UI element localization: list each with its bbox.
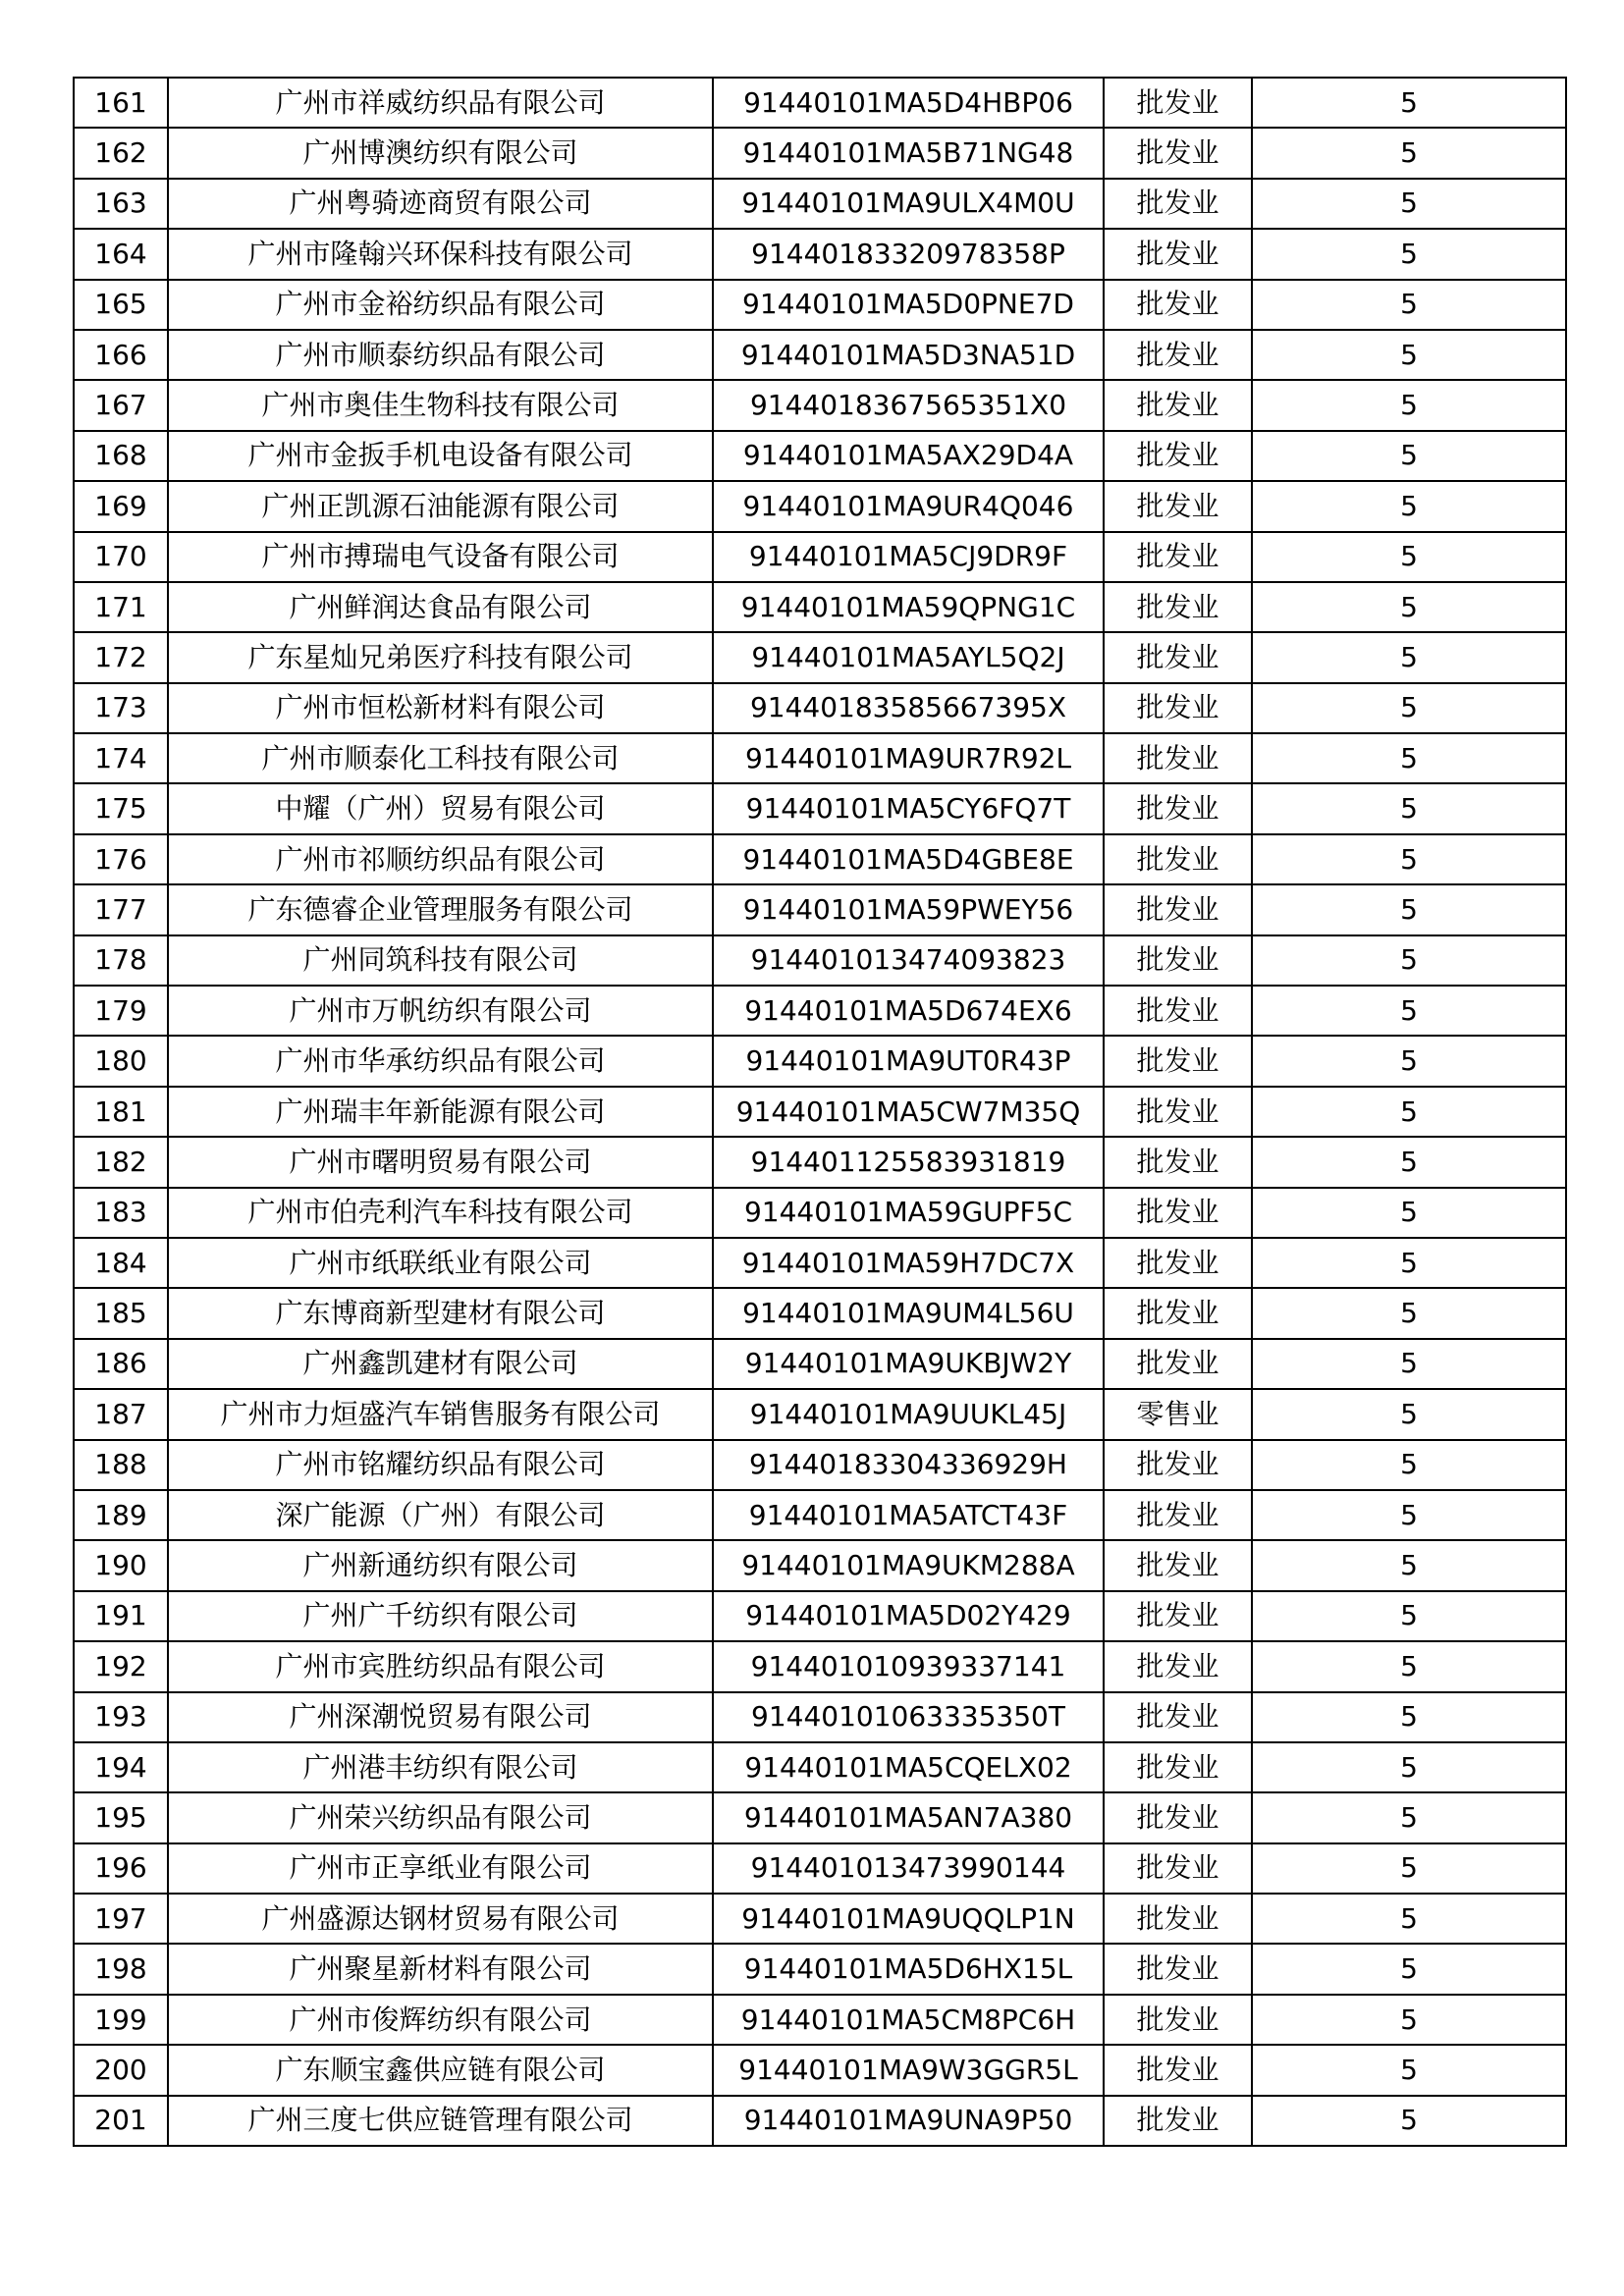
credit-code-cell: 91440101MA5CQELX02 bbox=[713, 1742, 1104, 1792]
credit-code-cell: 91440101MA59H7DC7X bbox=[713, 1238, 1104, 1288]
company-table bbox=[73, 77, 1567, 2147]
industry-cell: 批发业 bbox=[1104, 1440, 1252, 1490]
credit-code-cell: 91440101MA5D0PNE7D bbox=[713, 280, 1104, 330]
industry-cell: 批发业 bbox=[1104, 1995, 1252, 2045]
industry-cell: 批发业 bbox=[1104, 1288, 1252, 1338]
industry-cell: 批发业 bbox=[1104, 1540, 1252, 1590]
industry-cell: 批发业 bbox=[1104, 733, 1252, 783]
table-row bbox=[74, 935, 1566, 986]
industry-cell: 批发业 bbox=[1104, 532, 1252, 582]
table-row bbox=[74, 1742, 1566, 1792]
row-number-cell: 167 bbox=[74, 380, 168, 430]
score-cell: 5 bbox=[1252, 733, 1566, 783]
table-row bbox=[74, 834, 1566, 884]
score-cell: 5 bbox=[1252, 1288, 1566, 1338]
table-row bbox=[74, 1188, 1566, 1238]
company-name-cell: 广州市俊辉纺织有限公司 bbox=[168, 1995, 713, 2045]
credit-code-cell: 91440101MA5D02Y429 bbox=[713, 1591, 1104, 1641]
row-number-cell: 175 bbox=[74, 783, 168, 833]
row-number-cell: 189 bbox=[74, 1490, 168, 1540]
table-row bbox=[74, 380, 1566, 430]
credit-code-cell: 91440183304336929H bbox=[713, 1440, 1104, 1490]
industry-cell: 批发业 bbox=[1104, 834, 1252, 884]
table-row bbox=[74, 330, 1566, 380]
credit-code-cell: 91440101MA5AYL5Q2J bbox=[713, 632, 1104, 682]
industry-cell: 批发业 bbox=[1104, 1188, 1252, 1238]
score-cell: 5 bbox=[1252, 1490, 1566, 1540]
credit-code-cell: 91440101MA9UQQLP1N bbox=[713, 1894, 1104, 1944]
score-cell: 5 bbox=[1252, 1188, 1566, 1238]
row-number-cell: 169 bbox=[74, 481, 168, 531]
row-number-cell: 176 bbox=[74, 834, 168, 884]
row-number-cell: 180 bbox=[74, 1036, 168, 1086]
credit-code-cell: 91440101MA9ULX4M0U bbox=[713, 179, 1104, 229]
industry-cell: 批发业 bbox=[1104, 1843, 1252, 1894]
company-table-body bbox=[74, 78, 1566, 2146]
score-cell: 5 bbox=[1252, 380, 1566, 430]
score-cell: 5 bbox=[1252, 128, 1566, 178]
table-row bbox=[74, 1440, 1566, 1490]
row-number-cell: 194 bbox=[74, 1742, 168, 1792]
company-name-cell: 广州盛源达钢材贸易有限公司 bbox=[168, 1894, 713, 1944]
company-name-cell: 广州市奥佳生物科技有限公司 bbox=[168, 380, 713, 430]
table-row bbox=[74, 1490, 1566, 1540]
score-cell: 5 bbox=[1252, 935, 1566, 986]
score-cell: 5 bbox=[1252, 1742, 1566, 1792]
industry-cell: 批发业 bbox=[1104, 280, 1252, 330]
industry-cell: 批发业 bbox=[1104, 330, 1252, 380]
table-row bbox=[74, 884, 1566, 934]
score-cell: 5 bbox=[1252, 1894, 1566, 1944]
industry-cell: 批发业 bbox=[1104, 2045, 1252, 2095]
row-number-cell: 192 bbox=[74, 1641, 168, 1691]
table-row bbox=[74, 128, 1566, 178]
row-number-cell: 161 bbox=[74, 78, 168, 128]
row-number-cell: 177 bbox=[74, 884, 168, 934]
row-number-cell: 162 bbox=[74, 128, 168, 178]
industry-cell: 批发业 bbox=[1104, 128, 1252, 178]
score-cell: 5 bbox=[1252, 431, 1566, 481]
score-cell: 5 bbox=[1252, 1944, 1566, 1994]
row-number-cell: 198 bbox=[74, 1944, 168, 1994]
credit-code-cell: 91440101MA9UNA9P50 bbox=[713, 2096, 1104, 2146]
score-cell: 5 bbox=[1252, 1036, 1566, 1086]
company-name-cell: 广州瑞丰年新能源有限公司 bbox=[168, 1087, 713, 1137]
company-name-cell: 广州市祁顺纺织品有限公司 bbox=[168, 834, 713, 884]
row-number-cell: 183 bbox=[74, 1188, 168, 1238]
score-cell: 5 bbox=[1252, 1137, 1566, 1187]
score-cell: 5 bbox=[1252, 280, 1566, 330]
credit-code-cell: 91440101MA9UKM288A bbox=[713, 1540, 1104, 1590]
company-name-cell: 广州市恒松新材料有限公司 bbox=[168, 683, 713, 733]
table-row bbox=[74, 1087, 1566, 1137]
company-name-cell: 广州荣兴纺织品有限公司 bbox=[168, 1792, 713, 1842]
table-row bbox=[74, 2096, 1566, 2146]
company-name-cell: 广州市华承纺织品有限公司 bbox=[168, 1036, 713, 1086]
credit-code-cell: 91440101MA9UR4Q046 bbox=[713, 481, 1104, 531]
industry-cell: 批发业 bbox=[1104, 380, 1252, 430]
table-row bbox=[74, 179, 1566, 229]
row-number-cell: 166 bbox=[74, 330, 168, 380]
company-name-cell: 广州市伯壳利汽车科技有限公司 bbox=[168, 1188, 713, 1238]
credit-code-cell: 9144018367565351X0 bbox=[713, 380, 1104, 430]
score-cell: 5 bbox=[1252, 1792, 1566, 1842]
industry-cell: 批发业 bbox=[1104, 1692, 1252, 1742]
company-name-cell: 广东星灿兄弟医疗科技有限公司 bbox=[168, 632, 713, 682]
industry-cell: 批发业 bbox=[1104, 481, 1252, 531]
industry-cell: 批发业 bbox=[1104, 78, 1252, 128]
industry-cell: 批发业 bbox=[1104, 1087, 1252, 1137]
company-name-cell: 广州市曙明贸易有限公司 bbox=[168, 1137, 713, 1187]
score-cell: 5 bbox=[1252, 1238, 1566, 1288]
credit-code-cell: 91440183320978358P bbox=[713, 229, 1104, 279]
row-number-cell: 171 bbox=[74, 582, 168, 632]
score-cell: 5 bbox=[1252, 783, 1566, 833]
table-row bbox=[74, 1137, 1566, 1187]
industry-cell: 批发业 bbox=[1104, 179, 1252, 229]
credit-code-cell: 914401013473990144 bbox=[713, 1843, 1104, 1894]
row-number-cell: 172 bbox=[74, 632, 168, 682]
credit-code-cell: 91440101MA59GUPF5C bbox=[713, 1188, 1104, 1238]
score-cell: 5 bbox=[1252, 229, 1566, 279]
table-row bbox=[74, 1288, 1566, 1338]
score-cell: 5 bbox=[1252, 2096, 1566, 2146]
score-cell: 5 bbox=[1252, 2045, 1566, 2095]
credit-code-cell: 91440101MA5AX29D4A bbox=[713, 431, 1104, 481]
table-row bbox=[74, 733, 1566, 783]
company-name-cell: 广州市祥威纺织品有限公司 bbox=[168, 78, 713, 128]
industry-cell: 批发业 bbox=[1104, 1641, 1252, 1691]
score-cell: 5 bbox=[1252, 1995, 1566, 2045]
industry-cell: 批发业 bbox=[1104, 582, 1252, 632]
credit-code-cell: 91440101MA5D3NA51D bbox=[713, 330, 1104, 380]
table-row bbox=[74, 783, 1566, 833]
row-number-cell: 185 bbox=[74, 1288, 168, 1338]
score-cell: 5 bbox=[1252, 1389, 1566, 1439]
company-name-cell: 广州鲜润达食品有限公司 bbox=[168, 582, 713, 632]
credit-code-cell: 91440101MA9UUKL45J bbox=[713, 1389, 1104, 1439]
company-name-cell: 广东德睿企业管理服务有限公司 bbox=[168, 884, 713, 934]
row-number-cell: 200 bbox=[74, 2045, 168, 2095]
credit-code-cell: 91440101MA59QPNG1C bbox=[713, 582, 1104, 632]
credit-code-cell: 91440101MA9W3GGR5L bbox=[713, 2045, 1104, 2095]
company-name-cell: 广州博澳纺织有限公司 bbox=[168, 128, 713, 178]
table-row bbox=[74, 1894, 1566, 1944]
industry-cell: 批发业 bbox=[1104, 632, 1252, 682]
table-row bbox=[74, 1540, 1566, 1590]
table-row bbox=[74, 280, 1566, 330]
score-cell: 5 bbox=[1252, 632, 1566, 682]
score-cell: 5 bbox=[1252, 1339, 1566, 1389]
row-number-cell: 188 bbox=[74, 1440, 168, 1490]
credit-code-cell: 91440101MA5CY6FQ7T bbox=[713, 783, 1104, 833]
row-number-cell: 201 bbox=[74, 2096, 168, 2146]
company-name-cell: 广州同筑科技有限公司 bbox=[168, 935, 713, 986]
row-number-cell: 199 bbox=[74, 1995, 168, 2045]
credit-code-cell: 91440101MA59PWEY56 bbox=[713, 884, 1104, 934]
score-cell: 5 bbox=[1252, 532, 1566, 582]
company-name-cell: 广州市隆翰兴环保科技有限公司 bbox=[168, 229, 713, 279]
credit-code-cell: 91440101MA9UM4L56U bbox=[713, 1288, 1104, 1338]
company-name-cell: 广州正凯源石油能源有限公司 bbox=[168, 481, 713, 531]
industry-cell: 批发业 bbox=[1104, 1137, 1252, 1187]
company-name-cell: 广州三度七供应链管理有限公司 bbox=[168, 2096, 713, 2146]
company-name-cell: 深广能源（广州）有限公司 bbox=[168, 1490, 713, 1540]
row-number-cell: 187 bbox=[74, 1389, 168, 1439]
industry-cell: 批发业 bbox=[1104, 1792, 1252, 1842]
row-number-cell: 190 bbox=[74, 1540, 168, 1590]
score-cell: 5 bbox=[1252, 683, 1566, 733]
row-number-cell: 170 bbox=[74, 532, 168, 582]
table-row bbox=[74, 1238, 1566, 1288]
credit-code-cell: 91440101MA5B71NG48 bbox=[713, 128, 1104, 178]
company-name-cell: 广东博商新型建材有限公司 bbox=[168, 1288, 713, 1338]
row-number-cell: 191 bbox=[74, 1591, 168, 1641]
table-row bbox=[74, 532, 1566, 582]
table-row bbox=[74, 229, 1566, 279]
industry-cell: 批发业 bbox=[1104, 1490, 1252, 1540]
table-row bbox=[74, 1339, 1566, 1389]
table-row bbox=[74, 2045, 1566, 2095]
row-number-cell: 168 bbox=[74, 431, 168, 481]
company-name-cell: 广州新通纺织有限公司 bbox=[168, 1540, 713, 1590]
credit-code-cell: 91440101MA9UR7R92L bbox=[713, 733, 1104, 783]
score-cell: 5 bbox=[1252, 1641, 1566, 1691]
table-row bbox=[74, 683, 1566, 733]
row-number-cell: 181 bbox=[74, 1087, 168, 1137]
industry-cell: 批发业 bbox=[1104, 1591, 1252, 1641]
score-cell: 5 bbox=[1252, 1540, 1566, 1590]
credit-code-cell: 91440101MA5D6HX15L bbox=[713, 1944, 1104, 1994]
table-row bbox=[74, 1944, 1566, 1994]
company-name-cell: 广州市顺泰纺织品有限公司 bbox=[168, 330, 713, 380]
table-row bbox=[74, 582, 1566, 632]
company-name-cell: 中耀（广州）贸易有限公司 bbox=[168, 783, 713, 833]
score-cell: 5 bbox=[1252, 1843, 1566, 1894]
table-row bbox=[74, 1641, 1566, 1691]
credit-code-cell: 91440101MA5CM8PC6H bbox=[713, 1995, 1104, 2045]
table-row bbox=[74, 632, 1566, 682]
industry-cell: 批发业 bbox=[1104, 229, 1252, 279]
row-number-cell: 196 bbox=[74, 1843, 168, 1894]
credit-code-cell: 91440101MA9UKBJW2Y bbox=[713, 1339, 1104, 1389]
industry-cell: 批发业 bbox=[1104, 935, 1252, 986]
company-name-cell: 广州粤骑迹商贸有限公司 bbox=[168, 179, 713, 229]
credit-code-cell: 91440101MA5D4GBE8E bbox=[713, 834, 1104, 884]
credit-code-cell: 914401013474093823 bbox=[713, 935, 1104, 986]
table-row bbox=[74, 431, 1566, 481]
company-name-cell: 广州市纸联纸业有限公司 bbox=[168, 1238, 713, 1288]
company-name-cell: 广州市金裕纺织品有限公司 bbox=[168, 280, 713, 330]
table-row bbox=[74, 1995, 1566, 2045]
credit-code-cell: 91440101MA5CJ9DR9F bbox=[713, 532, 1104, 582]
industry-cell: 批发业 bbox=[1104, 1036, 1252, 1086]
row-number-cell: 184 bbox=[74, 1238, 168, 1288]
score-cell: 5 bbox=[1252, 986, 1566, 1036]
row-number-cell: 163 bbox=[74, 179, 168, 229]
company-name-cell: 广州市正享纸业有限公司 bbox=[168, 1843, 713, 1894]
credit-code-cell: 91440101MA5D4HBP06 bbox=[713, 78, 1104, 128]
industry-cell: 零售业 bbox=[1104, 1389, 1252, 1439]
score-cell: 5 bbox=[1252, 179, 1566, 229]
score-cell: 5 bbox=[1252, 1591, 1566, 1641]
score-cell: 5 bbox=[1252, 330, 1566, 380]
table-row bbox=[74, 1389, 1566, 1439]
industry-cell: 批发业 bbox=[1104, 1238, 1252, 1288]
table-row bbox=[74, 1792, 1566, 1842]
company-name-cell: 广州市力烜盛汽车销售服务有限公司 bbox=[168, 1389, 713, 1439]
table-row bbox=[74, 481, 1566, 531]
table-row bbox=[74, 1036, 1566, 1086]
table-row bbox=[74, 1591, 1566, 1641]
company-name-cell: 广州市铭耀纺织品有限公司 bbox=[168, 1440, 713, 1490]
company-name-cell: 广州港丰纺织有限公司 bbox=[168, 1742, 713, 1792]
credit-code-cell: 91440101MA9UT0R43P bbox=[713, 1036, 1104, 1086]
row-number-cell: 174 bbox=[74, 733, 168, 783]
company-name-cell: 广州市金扳手机电设备有限公司 bbox=[168, 431, 713, 481]
industry-cell: 批发业 bbox=[1104, 986, 1252, 1036]
credit-code-cell: 91440101MA5AN7A380 bbox=[713, 1792, 1104, 1842]
score-cell: 5 bbox=[1252, 1087, 1566, 1137]
credit-code-cell: 91440101MA5ATCT43F bbox=[713, 1490, 1104, 1540]
score-cell: 5 bbox=[1252, 481, 1566, 531]
industry-cell: 批发业 bbox=[1104, 431, 1252, 481]
score-cell: 5 bbox=[1252, 1440, 1566, 1490]
industry-cell: 批发业 bbox=[1104, 1894, 1252, 1944]
company-name-cell: 广东顺宝鑫供应链有限公司 bbox=[168, 2045, 713, 2095]
company-name-cell: 广州鑫凯建材有限公司 bbox=[168, 1339, 713, 1389]
company-name-cell: 广州聚星新材料有限公司 bbox=[168, 1944, 713, 1994]
company-name-cell: 广州市万帆纺织有限公司 bbox=[168, 986, 713, 1036]
industry-cell: 批发业 bbox=[1104, 783, 1252, 833]
credit-code-cell: 91440101MA5CW7M35Q bbox=[713, 1087, 1104, 1137]
score-cell: 5 bbox=[1252, 834, 1566, 884]
industry-cell: 批发业 bbox=[1104, 1339, 1252, 1389]
row-number-cell: 197 bbox=[74, 1894, 168, 1944]
score-cell: 5 bbox=[1252, 78, 1566, 128]
company-name-cell: 广州市顺泰化工科技有限公司 bbox=[168, 733, 713, 783]
row-number-cell: 178 bbox=[74, 935, 168, 986]
company-name-cell: 广州深潮悦贸易有限公司 bbox=[168, 1692, 713, 1742]
industry-cell: 批发业 bbox=[1104, 683, 1252, 733]
row-number-cell: 165 bbox=[74, 280, 168, 330]
row-number-cell: 195 bbox=[74, 1792, 168, 1842]
company-name-cell: 广州广千纺织有限公司 bbox=[168, 1591, 713, 1641]
table-row bbox=[74, 1692, 1566, 1742]
credit-code-cell: 914401125583931819 bbox=[713, 1137, 1104, 1187]
table-row bbox=[74, 1843, 1566, 1894]
row-number-cell: 173 bbox=[74, 683, 168, 733]
credit-code-cell: 91440101063335350T bbox=[713, 1692, 1104, 1742]
row-number-cell: 186 bbox=[74, 1339, 168, 1389]
table-row bbox=[74, 78, 1566, 128]
company-name-cell: 广州市宾胜纺织品有限公司 bbox=[168, 1641, 713, 1691]
score-cell: 5 bbox=[1252, 582, 1566, 632]
table-row bbox=[74, 986, 1566, 1036]
row-number-cell: 193 bbox=[74, 1692, 168, 1742]
industry-cell: 批发业 bbox=[1104, 884, 1252, 934]
industry-cell: 批发业 bbox=[1104, 2096, 1252, 2146]
company-name-cell: 广州市搏瑞电气设备有限公司 bbox=[168, 532, 713, 582]
row-number-cell: 179 bbox=[74, 986, 168, 1036]
credit-code-cell: 914401010939337141 bbox=[713, 1641, 1104, 1691]
row-number-cell: 164 bbox=[74, 229, 168, 279]
industry-cell: 批发业 bbox=[1104, 1742, 1252, 1792]
industry-cell: 批发业 bbox=[1104, 1944, 1252, 1994]
score-cell: 5 bbox=[1252, 1692, 1566, 1742]
credit-code-cell: 91440183585667395X bbox=[713, 683, 1104, 733]
credit-code-cell: 91440101MA5D674EX6 bbox=[713, 986, 1104, 1036]
row-number-cell: 182 bbox=[74, 1137, 168, 1187]
score-cell: 5 bbox=[1252, 884, 1566, 934]
